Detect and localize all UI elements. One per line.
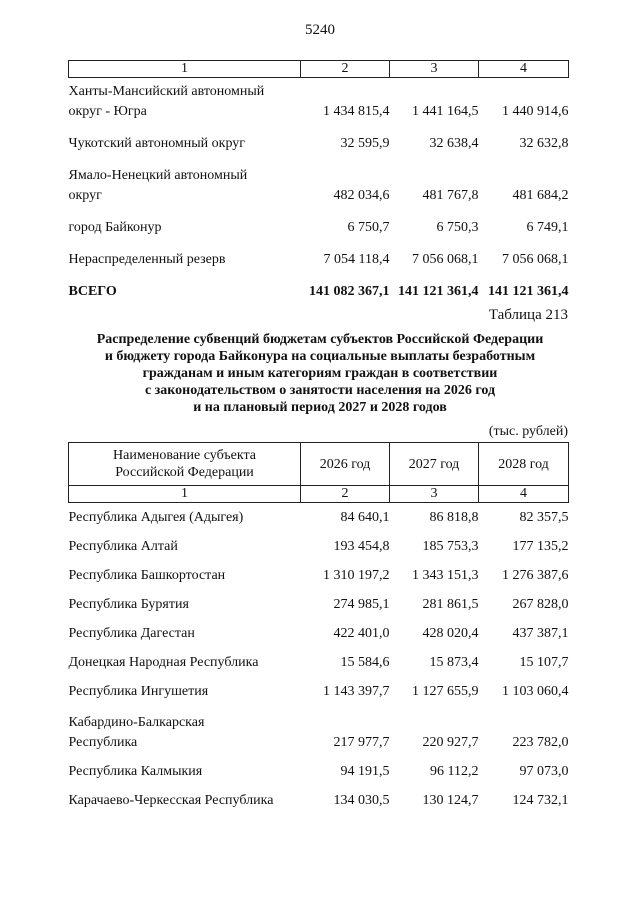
table-row bbox=[69, 122, 569, 154]
value-2027: 220 927,7 bbox=[422, 735, 479, 750]
value-2026: 1 143 397,7 bbox=[323, 684, 390, 699]
subvention-table bbox=[68, 442, 569, 811]
region-name: Нераспределенный резерв bbox=[68, 252, 226, 267]
table-row bbox=[69, 557, 569, 586]
value-2027: 15 873,4 bbox=[429, 655, 479, 670]
region-name: Республика Ингушетия bbox=[68, 684, 209, 699]
table-row bbox=[69, 586, 569, 615]
value-2028: 177 135,2 bbox=[512, 539, 569, 554]
continued-table bbox=[68, 60, 569, 302]
region-name: Республика Калмыкия bbox=[68, 764, 203, 779]
value-2027: 32 638,4 bbox=[429, 136, 479, 151]
table-row bbox=[69, 503, 569, 529]
value-2026: 7 054 118,4 bbox=[323, 252, 390, 267]
value-2027: 428 020,4 bbox=[422, 626, 479, 641]
value-2028: 7 056 068,1 bbox=[502, 252, 569, 267]
value-2028: 32 632,8 bbox=[519, 136, 569, 151]
page-number: 5240 bbox=[305, 22, 335, 38]
region-name: Республика Дагестан bbox=[68, 626, 195, 641]
header-2028: 2028 год bbox=[479, 443, 569, 486]
value-2026: 84 640,1 bbox=[340, 510, 390, 525]
title-line: Распределение субвенций бюджетам субъектов Российской Федерации bbox=[96, 332, 544, 347]
region-name: Ямало-Ненецкий автономный округ bbox=[68, 168, 248, 203]
table-row bbox=[69, 615, 569, 644]
table-row bbox=[69, 782, 569, 811]
value-2028: 97 073,0 bbox=[519, 764, 569, 779]
value-2026: 274 985,1 bbox=[333, 597, 390, 612]
value-2026: 15 584,6 bbox=[340, 655, 390, 670]
value-2026: 482 034,6 bbox=[333, 188, 390, 203]
value-2027: 6 750,3 bbox=[436, 220, 479, 235]
column-number: 4 bbox=[479, 486, 569, 503]
title-line: гражданам и иным категориям граждан в соответствии bbox=[142, 366, 498, 381]
value-2028: 15 107,7 bbox=[519, 655, 569, 670]
header-row bbox=[69, 443, 569, 486]
table-row bbox=[69, 673, 569, 702]
value-2027: 281 861,5 bbox=[422, 597, 479, 612]
table-row bbox=[69, 753, 569, 782]
title-line: и на плановый период 2027 и 2028 годов bbox=[193, 400, 447, 415]
total-2028: 141 121 361,4 bbox=[488, 284, 569, 299]
table-row bbox=[69, 528, 569, 557]
table-row bbox=[69, 154, 569, 206]
column-number: 1 bbox=[69, 61, 301, 78]
table-row bbox=[69, 238, 569, 270]
region-name: Ханты-Мансийский автономный округ - Югра bbox=[68, 84, 265, 119]
units-label: (тыс. рублей) bbox=[488, 424, 568, 439]
value-2028: 6 749,1 bbox=[526, 220, 569, 235]
region-name: город Байконур bbox=[68, 220, 162, 235]
table-row bbox=[69, 206, 569, 238]
value-2028: 437 387,1 bbox=[512, 626, 569, 641]
region-name: Донецкая Народная Республика bbox=[68, 655, 259, 670]
value-2027: 185 753,3 bbox=[422, 539, 479, 554]
table-label: Таблица 213 bbox=[488, 307, 568, 323]
total-row bbox=[69, 270, 569, 302]
column-number-row bbox=[69, 61, 569, 78]
value-2027: 1 343 151,3 bbox=[412, 568, 479, 583]
value-2026: 32 595,9 bbox=[340, 136, 390, 151]
value-2026: 1 310 197,2 bbox=[323, 568, 390, 583]
total-2026: 141 082 367,1 bbox=[309, 284, 390, 299]
value-2027: 1 127 655,9 bbox=[412, 684, 479, 699]
region-name: Республика Адыгея (Адыгея) bbox=[68, 510, 244, 525]
value-2027: 1 441 164,5 bbox=[412, 104, 479, 119]
column-number: 3 bbox=[390, 486, 479, 503]
value-2027: 86 818,8 bbox=[429, 510, 479, 525]
header-2026: 2026 год bbox=[301, 443, 390, 486]
title-line: с законодательством о занятости населения на 2026 год bbox=[144, 383, 496, 398]
value-2026: 6 750,7 bbox=[347, 220, 390, 235]
value-2028: 223 782,0 bbox=[512, 735, 569, 750]
column-number: 3 bbox=[390, 61, 479, 78]
total-2027: 141 121 361,4 bbox=[398, 284, 479, 299]
region-name: Республика Алтай bbox=[68, 539, 178, 554]
region-name: Республика Бурятия bbox=[68, 597, 189, 612]
header-2027: 2027 год bbox=[390, 443, 479, 486]
column-number-row bbox=[69, 486, 569, 503]
value-2028: 1 103 060,4 bbox=[502, 684, 569, 699]
column-number: 2 bbox=[301, 486, 390, 503]
value-2026: 422 401,0 bbox=[333, 626, 390, 641]
value-2028: 82 357,5 bbox=[519, 510, 569, 525]
value-2028: 1 276 387,6 bbox=[502, 568, 569, 583]
region-name: Кабардино-Балкарская Республика bbox=[68, 715, 205, 750]
column-number: 1 bbox=[69, 486, 301, 503]
value-2026: 193 454,8 bbox=[333, 539, 390, 554]
table-title bbox=[60, 331, 580, 416]
column-number: 4 bbox=[479, 61, 569, 78]
table-row bbox=[69, 78, 569, 123]
region-name: Республика Башкортостан bbox=[68, 568, 226, 583]
region-name: Чукотский автономный округ bbox=[68, 136, 246, 151]
value-2028: 267 828,0 bbox=[512, 597, 569, 612]
value-2026: 134 030,5 bbox=[333, 793, 390, 808]
column-number: 2 bbox=[301, 61, 390, 78]
value-2026: 1 434 815,4 bbox=[323, 104, 390, 119]
value-2027: 7 056 068,1 bbox=[412, 252, 479, 267]
value-2028: 1 440 914,6 bbox=[502, 104, 569, 119]
value-2027: 481 767,8 bbox=[422, 188, 479, 203]
total-label: ВСЕГО bbox=[68, 284, 117, 299]
table-row bbox=[69, 644, 569, 673]
value-2027: 130 124,7 bbox=[422, 793, 479, 808]
value-2027: 96 112,2 bbox=[430, 764, 479, 779]
header-name: Наименование субъекта Российской Федерации bbox=[69, 443, 301, 486]
table-row bbox=[69, 702, 569, 753]
value-2026: 217 977,7 bbox=[333, 735, 390, 750]
value-2028: 124 732,1 bbox=[512, 793, 569, 808]
value-2026: 94 191,5 bbox=[340, 764, 390, 779]
title-line: и бюджету города Байконура на социальные выплаты безработным bbox=[104, 349, 536, 364]
value-2028: 481 684,2 bbox=[512, 188, 569, 203]
region-name: Карачаево-Черкесская Республика bbox=[68, 793, 274, 808]
